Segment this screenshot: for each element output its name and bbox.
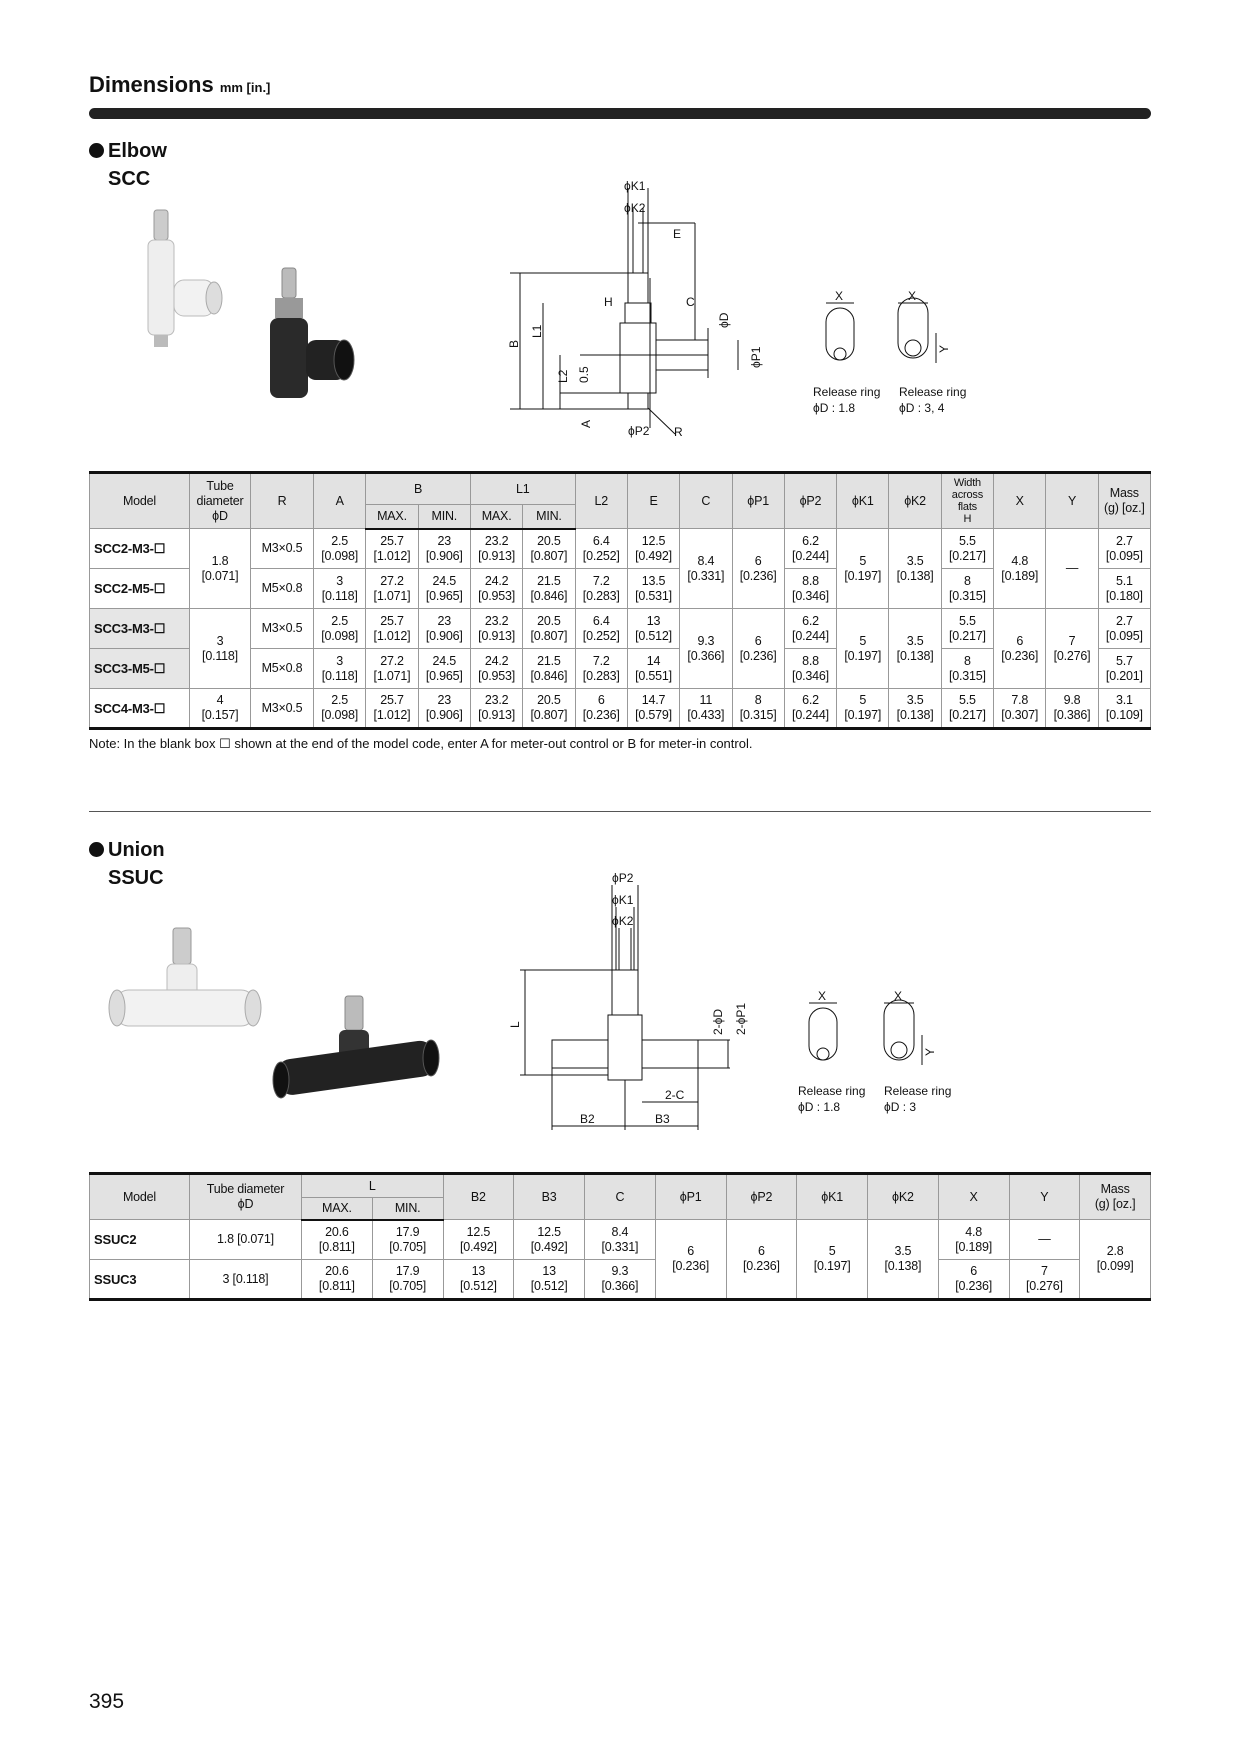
table-cell: 17.9 [0.705] [372, 1260, 443, 1300]
label-a: A [579, 419, 593, 428]
table-cell: 24.2 [0.953] [470, 649, 522, 689]
table-cell: 3 [0.118] [190, 1260, 302, 1300]
table-cell: 2.7 [0.095] [1098, 529, 1150, 569]
table-cell: 1.8 [0.071] [190, 529, 251, 609]
table-cell: 5 [0.197] [837, 529, 889, 609]
table-row [90, 689, 1151, 729]
table-cell: 24.5 [0.965] [418, 649, 470, 689]
col-k1: ϕK1 [837, 473, 889, 529]
table-cell: 2.5 [0.098] [314, 529, 366, 569]
table-cell: 25.7 [1.012] [366, 609, 418, 649]
table-cell: 24.5 [0.965] [418, 569, 470, 609]
ring1-d: ϕD : 1.8 [813, 401, 856, 415]
table-cell: 9.3 [0.366] [585, 1260, 656, 1300]
table-cell: 9.3 [0.366] [680, 609, 732, 689]
table-cell: 5.7 [0.201] [1098, 649, 1150, 689]
table-cell: 20.5 [0.807] [523, 609, 575, 649]
table-note: Note: In the blank box ☐ shown at the end of the model code, enter A for meter-out control or B for meter-in control. [89, 736, 753, 751]
table-cell: 3.5 [0.138] [889, 609, 941, 689]
col-h: Width across flats H [941, 473, 993, 529]
union-black-photo [273, 996, 439, 1098]
table-cell: 6 [0.236] [994, 609, 1046, 689]
col-c: C [585, 1174, 656, 1220]
col-tube: Tube diameter ϕD [190, 473, 251, 529]
col-p2: ϕP2 [726, 1174, 797, 1220]
table-cell: 27.2 [1.071] [366, 569, 418, 609]
col-l-min: MIN. [372, 1198, 443, 1220]
table-cell: 6.4 [0.252] [575, 529, 627, 569]
table-cell: 6.4 [0.252] [575, 609, 627, 649]
label-b2: B2 [580, 1112, 595, 1126]
label-k2: ϕK2 [624, 201, 646, 215]
table-cell: 3 [0.118] [314, 569, 366, 609]
table-cell: 23.2 [0.913] [470, 689, 522, 729]
col-model: Model [90, 1174, 190, 1220]
col-b3: B3 [514, 1174, 585, 1220]
label-k1: ϕK1 [612, 893, 634, 907]
table-cell: 25.7 [1.012] [366, 689, 418, 729]
label-y: Y [937, 344, 951, 353]
table-cell: 5.5 [0.217] [941, 529, 993, 569]
col-k2: ϕK2 [889, 473, 941, 529]
model-cell: SCC3-M5-☐ [90, 649, 190, 689]
table-cell: 7.2 [0.283] [575, 649, 627, 689]
ring1-d: ϕD : 1.8 [798, 1100, 841, 1114]
col-tube: Tube diameter ϕD [190, 1174, 302, 1220]
units-label: mm [in.] [219, 80, 271, 95]
table-cell: M3×0.5 [251, 609, 314, 649]
table-cell: 6.2 [0.244] [784, 529, 836, 569]
ring2-label: Release ring [899, 385, 967, 399]
table-cell: — [1009, 1220, 1080, 1260]
label-x2: X [908, 289, 917, 303]
label-r: R [674, 425, 683, 439]
table-cell: 3 [0.118] [190, 609, 251, 689]
table-cell: 8.8 [0.346] [784, 569, 836, 609]
title-text: Dimensions [89, 72, 214, 97]
label-p1: 2-ϕP1 [734, 1002, 748, 1035]
bullet-icon [89, 143, 104, 158]
table-cell: 17.9 [0.705] [372, 1220, 443, 1260]
col-l1-max: MAX. [470, 505, 522, 529]
table-cell: 5.1 [0.180] [1098, 569, 1150, 609]
col-p2: ϕP2 [784, 473, 836, 529]
table-row [90, 1220, 1151, 1260]
table-cell: 9.8 [0.386] [1046, 689, 1098, 729]
table-cell: 3 [0.118] [314, 649, 366, 689]
table-cell: 7 [0.276] [1009, 1260, 1080, 1300]
label-x1: X [835, 289, 844, 303]
label-k2: ϕK2 [612, 914, 634, 928]
table-cell: 23.2 [0.913] [470, 529, 522, 569]
table-cell: 6.2 [0.244] [784, 609, 836, 649]
label-k1: ϕK1 [624, 179, 646, 193]
table-cell: 14 [0.551] [627, 649, 679, 689]
union-dimension-table [89, 1172, 1151, 1301]
label-l: L [508, 1021, 522, 1028]
label-l1: L1 [530, 324, 544, 338]
table-cell: 2.7 [0.095] [1098, 609, 1150, 649]
col-r: R [251, 473, 314, 529]
table-cell: 4.8 [0.189] [938, 1220, 1009, 1260]
label-y: Y [923, 1047, 937, 1056]
model-cell: SSUC3 [90, 1260, 190, 1300]
table-cell: 12.5 [0.492] [443, 1220, 514, 1260]
bullet-icon [89, 842, 104, 857]
elbow-product-photos [130, 200, 380, 415]
table-cell: 8.4 [0.331] [680, 529, 732, 609]
table-cell: 20.5 [0.807] [523, 689, 575, 729]
table-cell: 6 [0.236] [726, 1220, 797, 1300]
table-cell: 2.5 [0.098] [314, 609, 366, 649]
col-b-min: MIN. [418, 505, 470, 529]
table-cell: 4.8 [0.189] [994, 529, 1046, 609]
table-cell: 8 [0.315] [941, 569, 993, 609]
table-cell: 5 [0.197] [837, 609, 889, 689]
label-h: H [604, 295, 613, 309]
table-cell: 24.2 [0.953] [470, 569, 522, 609]
table-cell: 5 [0.197] [797, 1220, 868, 1300]
table-cell: 7 [0.276] [1046, 609, 1098, 689]
label-x1: X [818, 989, 827, 1003]
col-b: B [366, 473, 471, 505]
table-cell: 3.5 [0.138] [889, 529, 941, 609]
table-cell: 6 [0.236] [732, 609, 784, 689]
table-cell: 25.7 [1.012] [366, 529, 418, 569]
col-x: X [938, 1174, 1009, 1220]
title-rule [89, 108, 1151, 119]
model-cell: SCC4-M3-☐ [90, 689, 190, 729]
label-c: 2-C [665, 1088, 685, 1102]
table-cell: 3.1 [0.109] [1098, 689, 1150, 729]
table-cell: 13 [0.512] [514, 1260, 585, 1300]
elbow-dimension-drawing [500, 178, 990, 443]
table-row [90, 1260, 1151, 1300]
col-l-max: MAX. [302, 1198, 373, 1220]
label-d: ϕD [717, 312, 731, 328]
table-cell: 20.6 [0.811] [302, 1220, 373, 1260]
table-cell: 21.5 [0.846] [523, 569, 575, 609]
table-cell: 13 [0.512] [443, 1260, 514, 1300]
table-cell: 2.5 [0.098] [314, 689, 366, 729]
table-cell: M3×0.5 [251, 689, 314, 729]
table-cell: 6.2 [0.244] [784, 689, 836, 729]
table-cell: — [1046, 529, 1098, 609]
table-cell: 14.7 [0.579] [627, 689, 679, 729]
table-cell: 6 [0.236] [655, 1220, 726, 1300]
page-title [89, 72, 270, 98]
table-cell: M5×0.8 [251, 649, 314, 689]
table-cell: 20.6 [0.811] [302, 1260, 373, 1300]
table-cell: 7.8 [0.307] [994, 689, 1046, 729]
ring1-label: Release ring [798, 1084, 866, 1098]
elbow-heading-text: Elbow [108, 140, 167, 162]
table-cell: 7.2 [0.283] [575, 569, 627, 609]
table-cell: 5 [0.197] [837, 689, 889, 729]
table-row [90, 609, 1151, 649]
table-cell: 8 [0.315] [732, 689, 784, 729]
col-x: X [994, 473, 1046, 529]
elbow-series: SCC [108, 168, 151, 190]
col-b-max: MAX. [366, 505, 418, 529]
col-a: A [314, 473, 366, 529]
col-c: C [680, 473, 732, 529]
table-row [90, 529, 1151, 569]
union-white-photo [109, 928, 261, 1026]
label-e: E [673, 227, 682, 241]
table-cell: 12.5 [0.492] [514, 1220, 585, 1260]
col-k1: ϕK1 [797, 1174, 868, 1220]
table-cell: M3×0.5 [251, 529, 314, 569]
label-c: C [686, 295, 695, 309]
col-l1-min: MIN. [523, 505, 575, 529]
model-cell: SSUC2 [90, 1220, 190, 1260]
elbow-heading [89, 137, 167, 165]
col-model: Model [90, 473, 190, 529]
col-l2: L2 [575, 473, 627, 529]
label-b3: B3 [655, 1112, 670, 1126]
label-p1: ϕP1 [749, 346, 763, 368]
ring1-label: Release ring [813, 385, 881, 399]
table-cell: 6 [0.236] [575, 689, 627, 729]
col-y: Y [1009, 1174, 1080, 1220]
table-cell: 3.5 [0.138] [889, 689, 941, 729]
union-series: SSUC [108, 867, 164, 889]
table-cell: 1.8 [0.071] [190, 1220, 302, 1260]
table-cell: 23 [0.906] [418, 529, 470, 569]
col-k2: ϕK2 [868, 1174, 939, 1220]
elbow-dimension-table [89, 471, 1151, 730]
label-05: 0.5 [577, 366, 591, 383]
table-cell: M5×0.8 [251, 569, 314, 609]
table-cell: 21.5 [0.846] [523, 649, 575, 689]
table-cell: 12.5 [0.492] [627, 529, 679, 569]
col-mass: Mass (g) [oz.] [1098, 473, 1150, 529]
label-l2: L2 [556, 369, 570, 383]
table-cell: 3.5 [0.138] [868, 1220, 939, 1300]
table-cell: 6 [0.236] [732, 529, 784, 609]
union-heading [89, 836, 165, 864]
table-cell: 4 [0.157] [190, 689, 251, 729]
table-cell: 23 [0.906] [418, 609, 470, 649]
union-dimension-drawing [500, 870, 980, 1130]
section-divider [89, 811, 1151, 812]
table-cell: 8.4 [0.331] [585, 1220, 656, 1260]
col-y: Y [1046, 473, 1098, 529]
col-b2: B2 [443, 1174, 514, 1220]
label-x2: X [894, 989, 903, 1003]
table-cell: 5.5 [0.217] [941, 689, 993, 729]
table-cell: 2.8 [0.099] [1080, 1220, 1151, 1300]
label-p2: ϕP2 [612, 871, 634, 885]
model-cell: SCC3-M3-☐ [90, 609, 190, 649]
table-cell: 8.8 [0.346] [784, 649, 836, 689]
table-cell: 6 [0.236] [938, 1260, 1009, 1300]
table-cell: 23.2 [0.913] [470, 609, 522, 649]
label-d: 2-ϕD [711, 1008, 725, 1035]
table-cell: 20.5 [0.807] [523, 529, 575, 569]
ring2-d: ϕD : 3, 4 [899, 401, 945, 415]
col-p1: ϕP1 [655, 1174, 726, 1220]
table-cell: 13 [0.512] [627, 609, 679, 649]
ring2-label: Release ring [884, 1084, 952, 1098]
model-cell: SCC2-M3-☐ [90, 529, 190, 569]
table-cell: 23 [0.906] [418, 689, 470, 729]
ring2-d: ϕD : 3 [884, 1100, 917, 1114]
label-b: B [507, 339, 521, 348]
col-l1: L1 [470, 473, 575, 505]
table-cell: 5.5 [0.217] [941, 609, 993, 649]
col-l: L [302, 1174, 444, 1198]
elbow-white-photo [148, 210, 222, 347]
table-cell: 13.5 [0.531] [627, 569, 679, 609]
col-e: E [627, 473, 679, 529]
elbow-black-photo [270, 268, 354, 398]
union-product-photos [105, 920, 445, 1120]
page-number: 395 [89, 1690, 125, 1713]
model-cell: SCC2-M5-☐ [90, 569, 190, 609]
union-heading-text: Union [108, 839, 165, 861]
col-p1: ϕP1 [732, 473, 784, 529]
col-mass: Mass (g) [oz.] [1080, 1174, 1151, 1220]
table-cell: 27.2 [1.071] [366, 649, 418, 689]
label-p2: ϕP2 [628, 424, 650, 438]
table-cell: 8 [0.315] [941, 649, 993, 689]
table-cell: 11 [0.433] [680, 689, 732, 729]
